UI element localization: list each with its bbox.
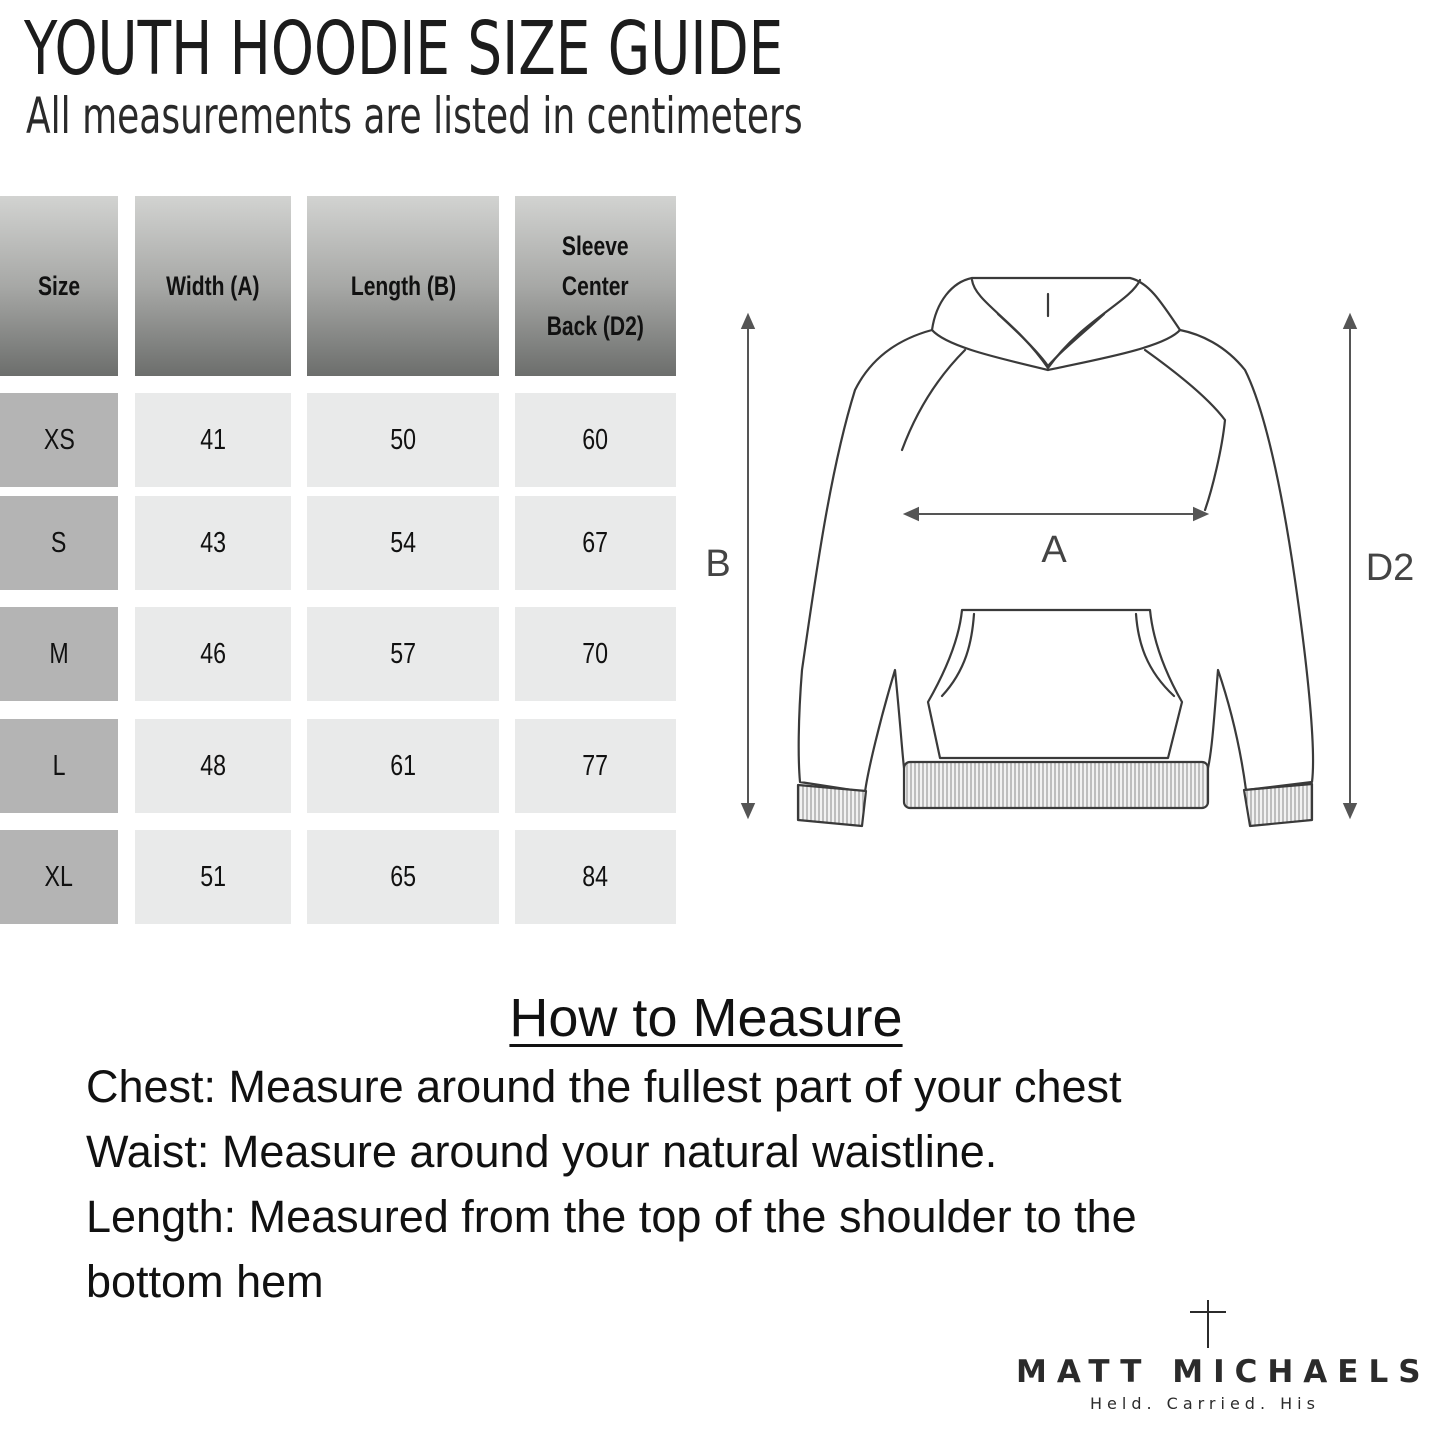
table-value-cell (135, 393, 291, 487)
table-cell-text: 70 (582, 637, 609, 670)
table-header-line: Center (562, 271, 629, 301)
table-cell-text: 43 (200, 526, 226, 559)
table-cell-text: 77 (582, 749, 609, 782)
table-value-cell (307, 719, 499, 813)
table-value-cell (135, 719, 291, 813)
table-cell-text: M (49, 637, 69, 670)
measure-line-waist: Waist: Measure around your natural waistline. (86, 1126, 998, 1177)
table-value-cell (515, 496, 676, 590)
table-cell-text: 67 (582, 526, 609, 559)
table-value-cell (515, 607, 676, 701)
table-header-cell (135, 196, 291, 376)
table-header-text (336, 266, 471, 306)
table-size-cell (0, 393, 118, 487)
table-header-line: Width (A) (166, 271, 260, 301)
table-cell-text: 41 (200, 423, 226, 456)
table-cell-text: L (52, 749, 66, 782)
cross-icon (1190, 1300, 1226, 1348)
table-cell-text: 65 (390, 860, 416, 893)
table-cell-text: 46 (200, 637, 226, 670)
table-cell-text: 61 (390, 749, 416, 782)
table-cell-text: XS (43, 423, 75, 456)
table-cell-text: 54 (390, 526, 416, 559)
table-size-cell (0, 719, 118, 813)
brand-logo (1010, 1290, 1410, 1350)
label-b: B (705, 543, 731, 585)
table-cell-text: 48 (200, 749, 226, 782)
table-value-cell (135, 496, 291, 590)
table-cell-text: XL (44, 860, 74, 893)
table-value-cell (307, 496, 499, 590)
table-header-line: Sleeve (562, 231, 629, 261)
how-to-measure-heading-text: How to Measure (509, 988, 903, 1048)
measure-line-chest: Chest: Measure around the fullest part of your chest (86, 1061, 1122, 1112)
table-value-cell (515, 830, 676, 924)
table-cell-text: 84 (582, 860, 609, 893)
measure-line-length-cont: bottom hem (86, 1256, 324, 1307)
brand-name: MATT MICHAELS (1016, 1354, 1431, 1390)
table-header-text (153, 266, 273, 306)
table-value-cell (515, 393, 676, 487)
table-size-cell (0, 830, 118, 924)
table-value-cell (515, 719, 676, 813)
table-value-cell (135, 830, 291, 924)
table-cell-text: 60 (582, 423, 609, 456)
table-header-line: Back (D2) (546, 311, 645, 341)
table-value-cell (307, 830, 499, 924)
table-header-cell (0, 196, 118, 376)
table-cell-text: 50 (390, 423, 416, 456)
table-value-cell (307, 607, 499, 701)
label-d2: D2 (1365, 547, 1415, 589)
table-cell-text: S (51, 526, 67, 559)
table-header-line: Length (B) (350, 271, 456, 301)
table-value-cell (135, 607, 291, 701)
hoodie-diagram (690, 250, 1430, 850)
table-header-text (533, 226, 658, 346)
table-header-text (32, 266, 86, 306)
table-size-cell (0, 607, 118, 701)
table-header-cell (307, 196, 499, 376)
table-size-cell (0, 496, 118, 590)
how-to-measure-body (86, 1054, 1336, 1314)
table-header-cell (515, 196, 676, 376)
brand-tagline: Held. Carried. His (1090, 1394, 1320, 1413)
measure-line-length: Length: Measured from the top of the shoulder to the (86, 1191, 1137, 1242)
page-subtitle: All measurements are listed in centimeters (26, 87, 803, 145)
label-a: A (1041, 529, 1067, 571)
how-to-measure-heading (0, 986, 1412, 1050)
page-title: YOUTH HOODIE SIZE GUIDE (24, 6, 784, 92)
table-header-line: Size (37, 271, 81, 301)
table-value-cell (307, 393, 499, 487)
table-cell-text: 57 (390, 637, 416, 670)
table-cell-text: 51 (200, 860, 226, 893)
